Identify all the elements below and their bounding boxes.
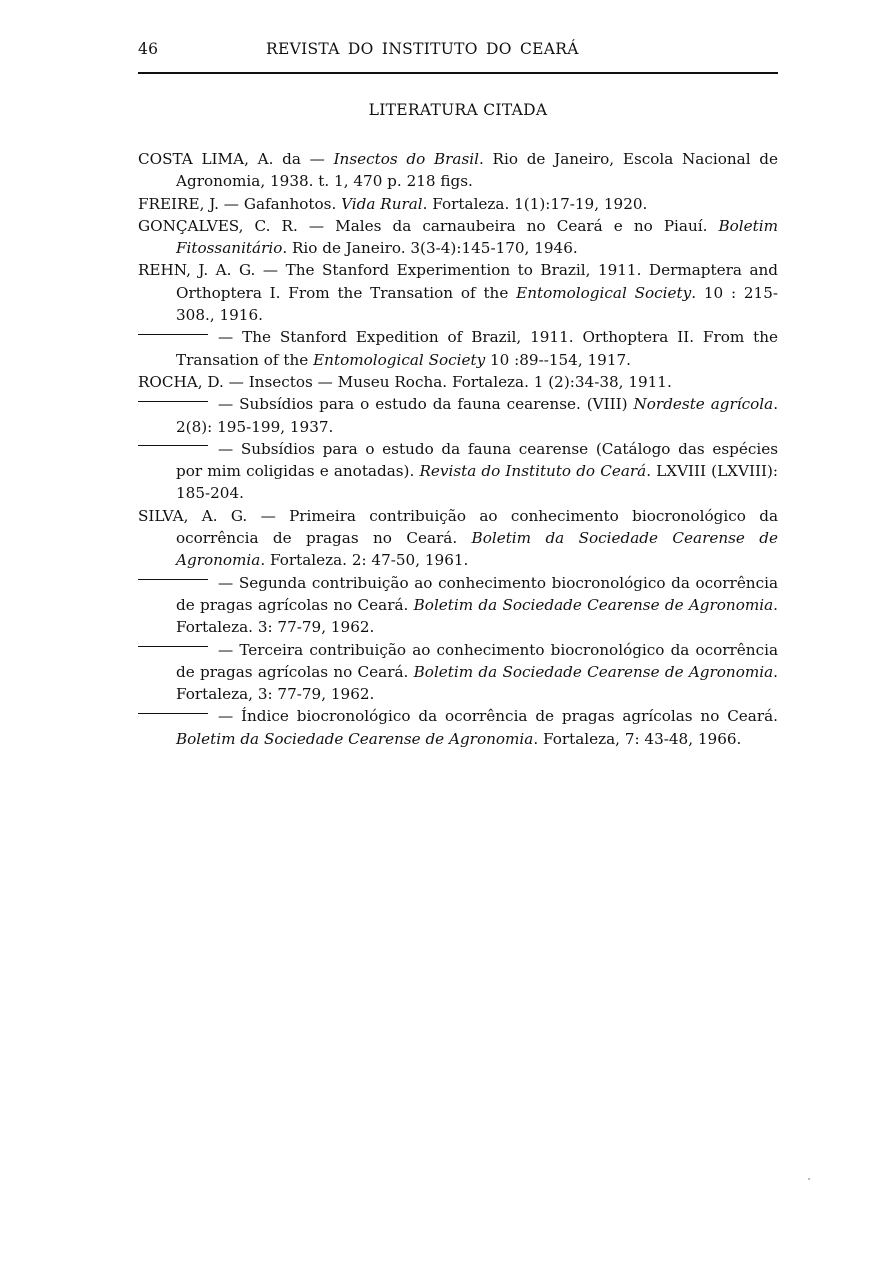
ditto-rule: [138, 646, 208, 647]
journal-title: REVISTA DO INSTITUTO DO CEARÁ: [266, 40, 579, 58]
reference-text: Subsídios para o estudo da fauna cearense (Catálogo das espécies por mim coligidas e anotadas).: [176, 439, 778, 481]
section-title: LITERATURA CITADA: [368, 101, 548, 119]
reference-entry: [138, 505, 778, 572]
reference-publication: Entomological Society: [516, 283, 692, 302]
reference-author: FREIRE, J.: [138, 194, 219, 213]
reference-details: . Fortaleza. 1(1):17-19, 1920.: [422, 194, 648, 213]
reference-separator: —: [223, 372, 249, 391]
reference-author: SILVA, A. G.: [138, 506, 248, 525]
ditto-rule: [138, 334, 208, 335]
reference-publication: Revista do Instituto do Ceará: [419, 462, 647, 481]
reference-entry: [138, 326, 778, 371]
reference-details: . Rio de Janeiro, Escola Nacional de Agronomia, 1938. t. 1, 470 p. 218 figs.: [176, 150, 779, 191]
reference-separator: —: [218, 328, 243, 347]
reference-details: . Fortaleza. 2: 47-50, 1961.: [260, 551, 469, 570]
reference-separator: —: [297, 216, 336, 235]
reference-text: Insectos — Museu Rocha. Fortaleza. 1 (2):34-38, 1911.: [248, 372, 672, 391]
ditto-rule: [138, 713, 208, 714]
reference-separator: —: [218, 439, 241, 458]
reference-entry: [138, 215, 778, 260]
page-number: 46: [138, 40, 159, 58]
reference-publication: Boletim da Sociedade Cearense de Agronomia: [413, 662, 774, 681]
reference-publication: Boletim da Sociedade Cearense de Agronomia: [176, 729, 534, 748]
reference-details: . Fortaleza. 3: 77-79, 1962.: [176, 595, 778, 637]
reference-entry: [138, 371, 778, 393]
reference-separator: —: [255, 261, 286, 280]
reference-entry: [138, 393, 778, 438]
reference-publication: Boletim da Sociedade Cearense de Agronomia: [413, 595, 774, 614]
reference-separator: —: [300, 150, 334, 168]
reference-entry: [138, 193, 778, 215]
reference-publication: Vida Rural: [341, 194, 423, 213]
scan-speck: [808, 1178, 810, 1180]
ditto-rule: [138, 579, 208, 580]
reference-list: [138, 148, 778, 750]
reference-text: Terceira contribuição ao conhecimento biocronológico da ocorrência de pragas agrícolas no Ceará.: [176, 640, 778, 681]
reference-details: . Fortaleza, 7: 43-48, 1966.: [533, 729, 742, 748]
reference-author: ROCHA, D.: [138, 372, 224, 391]
reference-text: Males da carnaubeira no Ceará e no Piauí.: [335, 216, 719, 235]
reference-separator: —: [247, 506, 290, 525]
reference-separator: —: [218, 395, 240, 414]
reference-entry: [138, 148, 778, 193]
reference-details: . 10 : 215-308., 1916.: [176, 283, 778, 325]
reference-details: . 2(8): 195-199, 1937.: [176, 395, 779, 436]
reference-text: Primeira contribuição ao conhecimento biocronológico da ocorrência de pragas no Ceará.: [176, 506, 778, 548]
reference-text: Gafanhotos.: [243, 194, 342, 213]
reference-publication: Nordeste agrícola: [633, 395, 774, 414]
reference-text: Subsídios para o estudo da fauna cearense. (VIII): [239, 395, 634, 414]
reference-details: 10 :89--154, 1917.: [485, 350, 631, 369]
reference-author: REHN, J. A. G.: [138, 261, 256, 280]
reference-entry: [138, 572, 778, 639]
reference-text: The Stanford Expedition of Brazil, 1911. Orthoptera II. From the Transation of the: [176, 328, 779, 369]
reference-entry: [138, 259, 778, 326]
reference-text: Segunda contribuição ao conhecimento biocronológico da ocorrência de pragas agrícolas no Ceará.: [176, 573, 779, 614]
reference-author: GONÇALVES, C. R.: [138, 216, 298, 235]
header-rule: [138, 72, 778, 74]
reference-separator: —: [218, 707, 242, 726]
reference-text: The Stanford Experimention to Brazil, 1911. Dermaptera and Orthoptera I. From the Transation of the: [176, 261, 779, 302]
reference-details: . LXVIII (LXVIII): 185-204.: [176, 462, 779, 503]
reference-details: . Rio de Janeiro. 3(3-4):145-170, 1946.: [282, 239, 578, 258]
reference-publication: Boletim da Sociedade Cearense de Agronomia: [176, 529, 779, 570]
reference-author: COSTA LIMA, A. da: [138, 150, 301, 168]
reference-separator: —: [218, 640, 240, 659]
reference-separator: —: [218, 194, 244, 213]
running-head: [138, 40, 778, 62]
reference-entry: [138, 438, 778, 505]
reference-entry: [138, 705, 778, 750]
reference-details: . Fortaleza, 3: 77-79, 1962.: [176, 662, 778, 704]
ditto-rule: [138, 401, 208, 402]
reference-publication: Insectos do Brasil: [333, 150, 479, 168]
reference-publication: Entomological Society: [313, 350, 486, 369]
reference-separator: —: [218, 573, 239, 592]
ditto-rule: [138, 445, 208, 446]
reference-entry: [138, 639, 778, 706]
reference-text: Índice biocronológico da ocorrência de pragas agrícolas no Ceará.: [241, 707, 778, 726]
reference-publication: Boletim Fitossanitário: [176, 216, 779, 258]
